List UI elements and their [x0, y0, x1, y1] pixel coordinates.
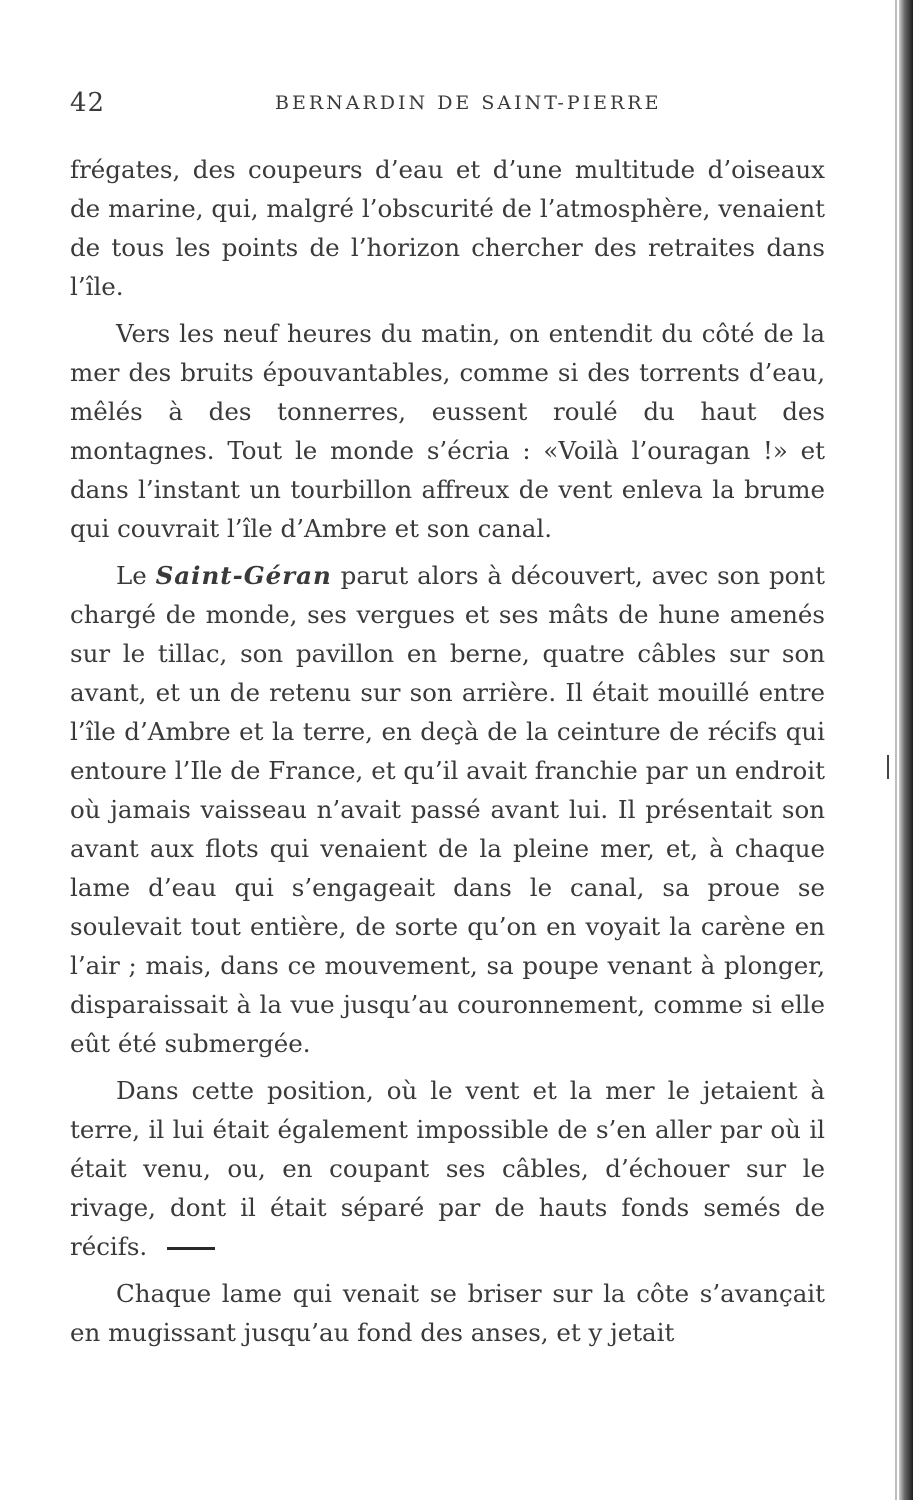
page-number: 42 — [70, 88, 106, 118]
paragraph-3-text: parut alors à découvert, avec son pont chargé de monde, ses vergues et ses mâts de hune amenés sur le tillac, son pavillon en berne, quatre câbles sur son avant, et un de retenu sur son arrière. Il était mouillé entre l’île d’Ambre et la terre, en deçà de la ceinture de récifs qui entoure l’Ile de France, et qu’il avait franchie par un endroit où jamais vaisseau n’avait passé avant lui. Il présentait son avant aux flots qui venaient de la pleine mer, et, à chaque lame d’eau qui s’engageait dans le canal, sa proue se soulevait tout entière, de sorte qu’on en voyait la carène en l’air ; mais, dans ce mouvement, sa poupe venant à plonger, disparaissait à la vue jusqu’au couronnement, comme si elle eût été submergée. — [70, 561, 826, 1058]
paragraph-4-text: Dans cette position, où le vent et la mer le jetaient à terre, il lui était également impossible de s’en aller par où il était venu, ou, en coupant ses câbles, d’échouer sur le rivage, dont il était séparé par de hauts fonds semés de récifs. — [70, 1076, 825, 1261]
paragraph-4 — [70, 1071, 825, 1266]
margin-mark — [887, 755, 889, 779]
paragraph-3-lead: Le — [116, 561, 147, 590]
page-binding-shadow — [899, 0, 913, 1500]
paragraph-2: Vers les neuf heures du matin, on entendit du côté de la mer des bruits épouvantables, comme si des torrents d’eau, mêlés à des tonnerres, eussent roulé du haut des montagnes. Tout le monde s’écria : «Voilà l’ouragan !» et dans l’instant un tourbillon affreux de vent enleva la brume qui couvrait l’île d’Ambre et son canal. — [70, 319, 825, 543]
paragraph-1: frégates, des coupeurs d’eau et d’une multitude d’oiseaux de marine, qui, malgré l’obscurité de l’atmosphère, venaient de tous les points de l’horizon chercher des retraites dans l’île. — [70, 155, 825, 301]
paragraph-5: Chaque lame qui venait se briser sur la côte s’avançait en mugissant jusqu’au fond des anses, et y jetait — [70, 1279, 825, 1347]
section-rule — [167, 1247, 215, 1250]
paragraph-3 — [70, 556, 825, 1063]
page-body — [70, 150, 825, 1360]
page-header — [70, 88, 830, 128]
page-edge-line — [895, 0, 897, 1500]
running-title: BERNARDIN DE SAINT-PIERRE — [275, 92, 662, 114]
ship-name: Saint-Géran — [155, 561, 332, 590]
